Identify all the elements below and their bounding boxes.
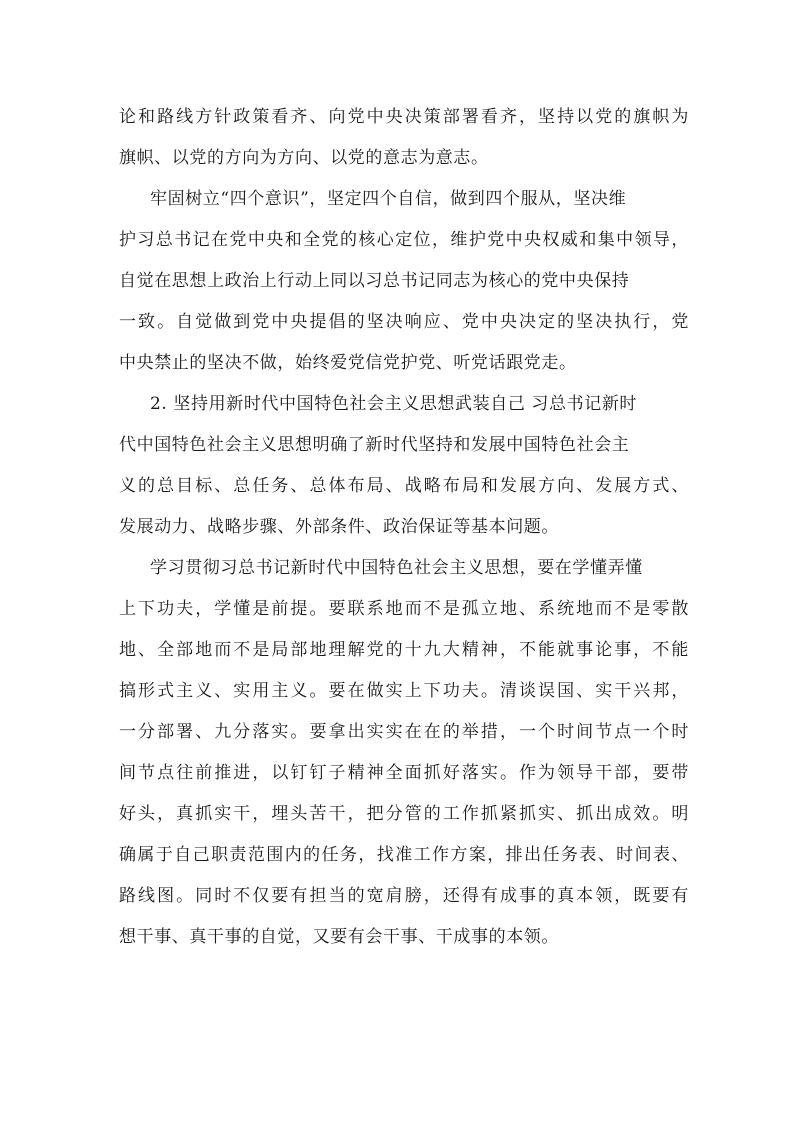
paragraph-line: 搞形式主义、实用主义。要在做实上下功夫。清谈误国、实干兴邦，: [119, 681, 689, 701]
paragraph-line: 自觉在思想上政治上行动上同以习总书记同志为核心的党中央保持: [119, 271, 630, 291]
paragraph-line: 旗帜、以党的方向为方向、以党的意志为意志。: [119, 148, 489, 168]
paragraph-line: 路线图。同时不仅要有担当的宽肩膀，还得有成事的真本领，既要有: [119, 886, 689, 906]
paragraph-line: 发展动力、战略步骤、外部条件、政治保证等基本问题。: [119, 517, 559, 537]
paragraph-line: 想干事、真干事的自觉，又要有会干事、干成事的本领。: [119, 927, 559, 947]
paragraph-line: 论和路线方针政策看齐、向党中央决策部署看齐，坚持以党的旗帜为: [119, 107, 689, 127]
paragraph-line: 上下功夫，学懂是前提。要联系地而不是孤立地、系统地而不是零散: [119, 599, 689, 619]
paragraph-line: 牢固树立“四个意识”，坚定四个自信，做到四个服从，坚决维: [150, 189, 627, 209]
paragraph-line: 确属于自己职责范围内的任务，找准工作方案，排出任务表、时间表、: [119, 845, 689, 865]
paragraph-line: 代中国特色社会主义思想明确了新时代坚持和发展中国特色社会主: [119, 435, 630, 455]
paragraph-line: 好头，真抓实干，埋头苦干，把分管的工作抓紧抓实、抓出成效。明: [119, 804, 689, 824]
paragraph-line: 护习总书记在党中央和全党的核心定位，维护党中央权威和集中领导，: [119, 230, 689, 250]
paragraph-line: 一致。自觉做到党中央提倡的坚决响应、党中央决定的坚决执行，党: [119, 312, 689, 332]
paragraph-line: 一分部署、九分落实。要拿出实实在在的举措，一个时间节点一个时: [119, 722, 689, 742]
paragraph-line: 中央禁止的坚决不做，始终爱党信党护党、听党话跟党走。: [119, 353, 577, 373]
section-heading-line: 2. 坚持用新时代中国特色社会主义思想武装自己 习总书记新时: [150, 394, 638, 414]
paragraph-line: 义的总目标、总任务、总体布局、战略布局和发展方向、发展方式、: [119, 476, 689, 496]
paragraph-line: 学习贯彻习总书记新时代中国特色社会主义思想，要在学懂弄懂: [150, 558, 643, 578]
paragraph-line: 地、全部地而不是局部地理解党的十九大精神，不能就事论事，不能: [119, 640, 689, 660]
paragraph-line: 间节点往前推进，以钉钉子精神全面抓好落实。作为领导干部，要带: [119, 763, 689, 783]
